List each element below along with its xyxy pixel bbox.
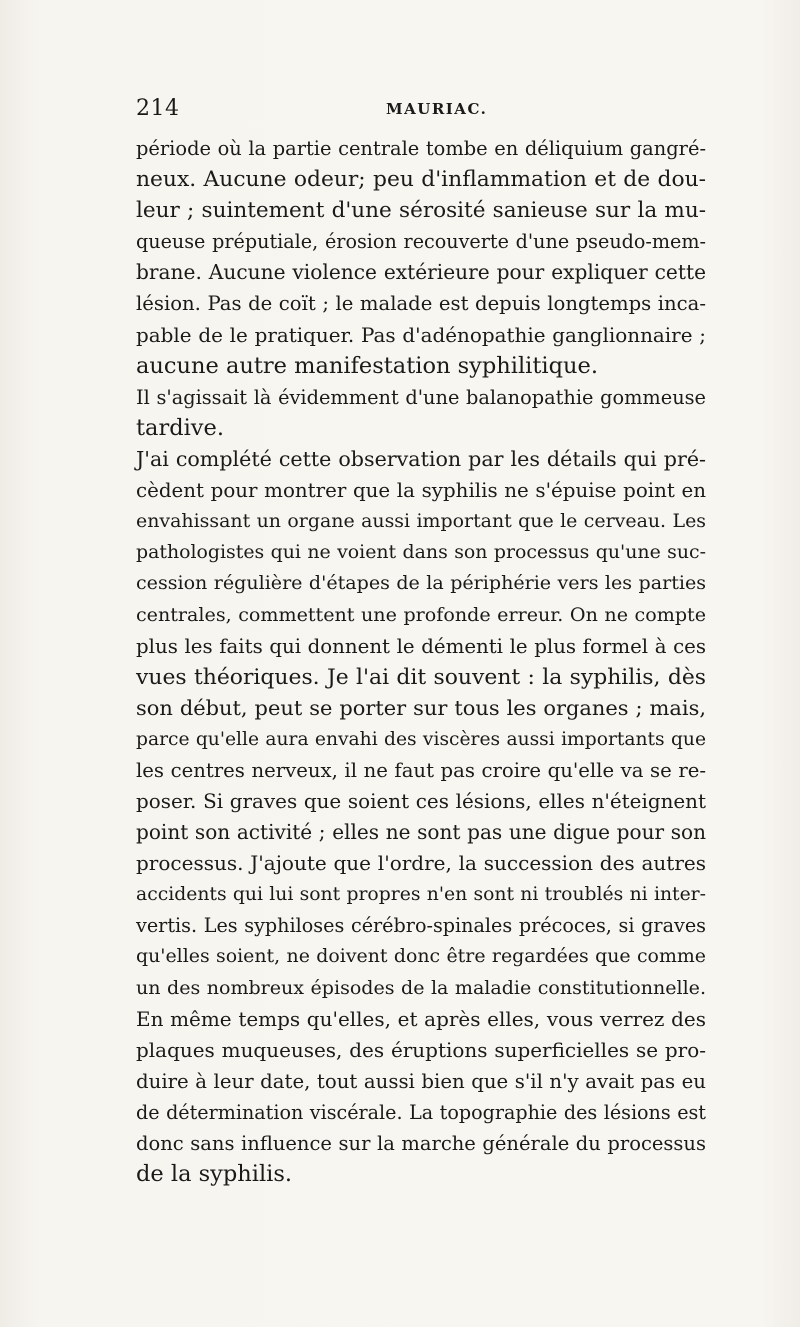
page-header (136, 96, 706, 126)
body-text (136, 133, 706, 1190)
text-line: qu'elles soient, ne doivent donc être regardées que comme (136, 945, 706, 968)
text-line: lésion. Pas de coït ; le malade est depuis longtemps inca- (136, 292, 706, 316)
text-line: J'ai complété cette observation par les détails qui pré- (136, 446, 706, 471)
text-line: cession régulière d'étapes de la périphérie vers les parties (136, 572, 706, 595)
text-line: pathologistes qui ne voient dans son processus qu'une suc- (136, 541, 706, 564)
text-line: point son activité ; elles ne sont pas une digue pour son (136, 820, 706, 845)
text-line: accidents qui lui sont propres n'en sont ni troublés ni inter- (136, 884, 706, 906)
text-line: leur ; suintement d'une sérosité sanieuse sur la mu- (136, 198, 706, 224)
text-line: neux. Aucune odeur; peu d'inflammation et de dou- (136, 167, 706, 193)
text-line: centrales, commettent une profonde erreur. On ne compte (136, 603, 706, 627)
text-line: un des nombreux épisodes de la maladie constitutionnelle. (136, 976, 706, 999)
text-line: son début, peut se porter sur tous les organes ; mais, (136, 695, 706, 720)
text-line: queuse préputiale, érosion recouverte d'une pseudo-mem- (136, 230, 706, 254)
paragraph-end-line: aucune autre manifestation syphilitique. (136, 352, 598, 379)
text-line: donc sans influence sur la marche générale du processus (136, 1132, 706, 1155)
text-line: parce qu'elle aura envahi des viscères aussi importants que (136, 728, 706, 750)
text-line: plus les faits qui donnent le démenti le plus formel à ces (136, 634, 706, 658)
text-line: vues théoriques. Je l'ai dit souvent : la syphilis, dès (136, 664, 706, 690)
text-line: plaques muqueuses, des éruptions superficielles se pro- (136, 1037, 706, 1062)
text-line: cèdent pour montrer que la syphilis ne s'épuise point en (136, 479, 706, 503)
running-head: MAURIAC. (386, 100, 488, 118)
page-number: 214 (136, 96, 180, 121)
paragraph-end-line: tardive. (136, 414, 224, 441)
text-line: de détermination viscérale. La topographie des lésions est (136, 1100, 706, 1124)
text-line: poser. Si graves que soient ces lésions, elles n'éteignent (136, 789, 706, 813)
text-line: vertis. Les syphiloses cérébro-spinales précoces, si graves (136, 914, 706, 938)
text-line: pable de le pratiquer. Pas d'adénopathie ganglionnaire ; (136, 323, 706, 347)
text-line: Il s'agissait là évidemment d'une balanopathie gommeuse (136, 385, 706, 409)
text-line: brane. Aucune violence extérieure pour expliquer cette (136, 260, 706, 285)
text-line: envahissant un organe aussi important que le cerveau. Les (136, 510, 706, 533)
text-line: duire à leur date, tout aussi bien que s'il n'y avait pas eu (136, 1069, 706, 1093)
text-line: En même temps qu'elles, et après elles, vous verrez des (136, 1006, 706, 1031)
text-line: processus. J'ajoute que l'ordre, la succession des autres (136, 851, 706, 876)
text-line: les centres nerveux, il ne faut pas croire qu'elle va se re- (136, 758, 706, 782)
text-line: période où la partie centrale tombe en déliquium gangré- (136, 137, 706, 160)
paragraph-end-line: de la syphilis. (136, 1161, 293, 1188)
